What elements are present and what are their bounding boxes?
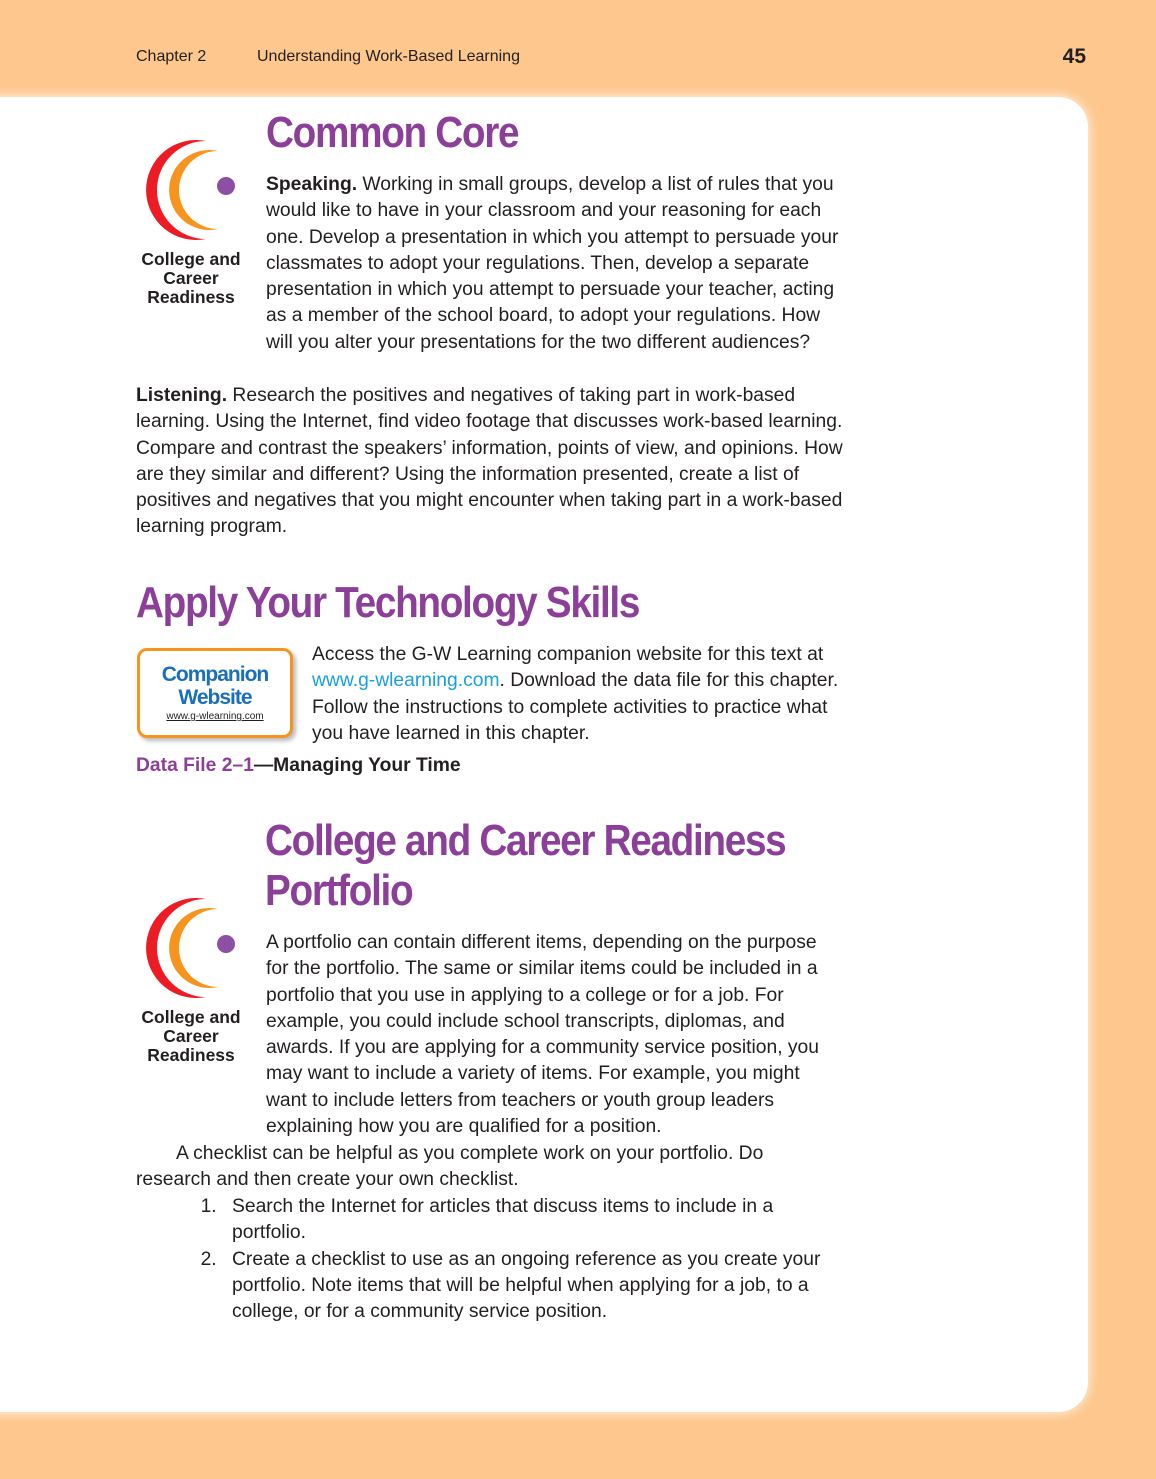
speaking-text: Working in small groups, develop a list of rules that you would like to have in your classroom and your reasoning for each one. Develop a presentation in which you attempt to persuade your classmates to adopt your regulations. Then, develop a separate presentation in which you attempt to persuade your teacher, acting as a member of the school board, to adopt your regulations. How will you alter your presentations for the two different audiences? [266, 174, 839, 353]
speaking-paragraph [266, 172, 846, 356]
badge-line2: Website [178, 686, 252, 709]
data-file[interactable] [136, 753, 461, 779]
page-number: 45 [1062, 45, 1086, 68]
ccr-logo [136, 135, 246, 307]
ccr-logo-2 [136, 893, 246, 1065]
step-item: 1. Search the Internet for articles that discuss items to include in a portfolio. [222, 1194, 826, 1247]
portfolio-heading-2: Portfolio [265, 866, 413, 915]
speaking-label: Speaking. [266, 174, 358, 195]
portfolio-heading-1: College and Career Readiness [265, 816, 786, 865]
common-core-heading: Common Core [266, 108, 519, 157]
chapter-title: Understanding Work-Based Learning [257, 48, 520, 65]
tech-text: Access the G-W Learning companion website for this text at [312, 644, 824, 665]
listening-paragraph [136, 383, 846, 541]
steps-list [136, 1194, 826, 1325]
listening-label: Listening. [136, 385, 228, 406]
ccr-logo-label: College and Career Readiness [141, 1007, 241, 1065]
listening-text: Research the positives and negatives of taking part in work-based learning. Using the Internet, find video footage that discusses work-based learning. Compare and contrast the speakers’ information, points of view, and opinions. How are they similar and different? Using the information presented, create a list of positives and negatives that you might encounter when taking part in a work-based learning program. [136, 385, 843, 538]
ccr-arcs-icon [136, 893, 246, 1003]
badge-url: www.g-wlearning.com [166, 711, 264, 722]
tech-text-after: . Download the data file for this chapter. Follow the instructions to complete activities to practice what you have learned in this chapter. [312, 670, 839, 744]
chapter-label: Chapter 2 [136, 48, 207, 65]
badge-line1: Companion [161, 663, 269, 686]
ccr-logo-label: College and Career Readiness [141, 249, 241, 307]
data-file-label: Data File 2–1 [136, 755, 254, 776]
checklist-paragraph: A checklist can be helpful as you complete work on your portfolio. Do research and then create your own checklist. [136, 1143, 764, 1191]
tech-paragraph [312, 642, 852, 747]
ccr-arcs-icon [136, 135, 246, 245]
step-item: 2. Create a checklist to use as an ongoing reference as you create your portfolio. Note items that will be helpful when applying for a job, to a college, or for a community service position. [222, 1247, 826, 1326]
website-link[interactable]: www.g-wlearning.com [312, 670, 500, 692]
companion-website-badge[interactable] [137, 648, 293, 738]
data-file-title: —Managing Your Time [253, 755, 461, 776]
portfolio-paragraph: A portfolio can contain different items, depending on the purpose for the portfolio. The same or similar items could be included in a portfolio that you use in applying to a college or for a job. For example, you could include school transcripts, diplomas, and awards. If you are applying for a community service position, you may want to include a variety of items. For example, you might want to include letters from teachers or youth group leaders explaining how you are qualified for a position. [266, 932, 819, 1138]
tech-heading: Apply Your Technology Skills [136, 578, 640, 627]
